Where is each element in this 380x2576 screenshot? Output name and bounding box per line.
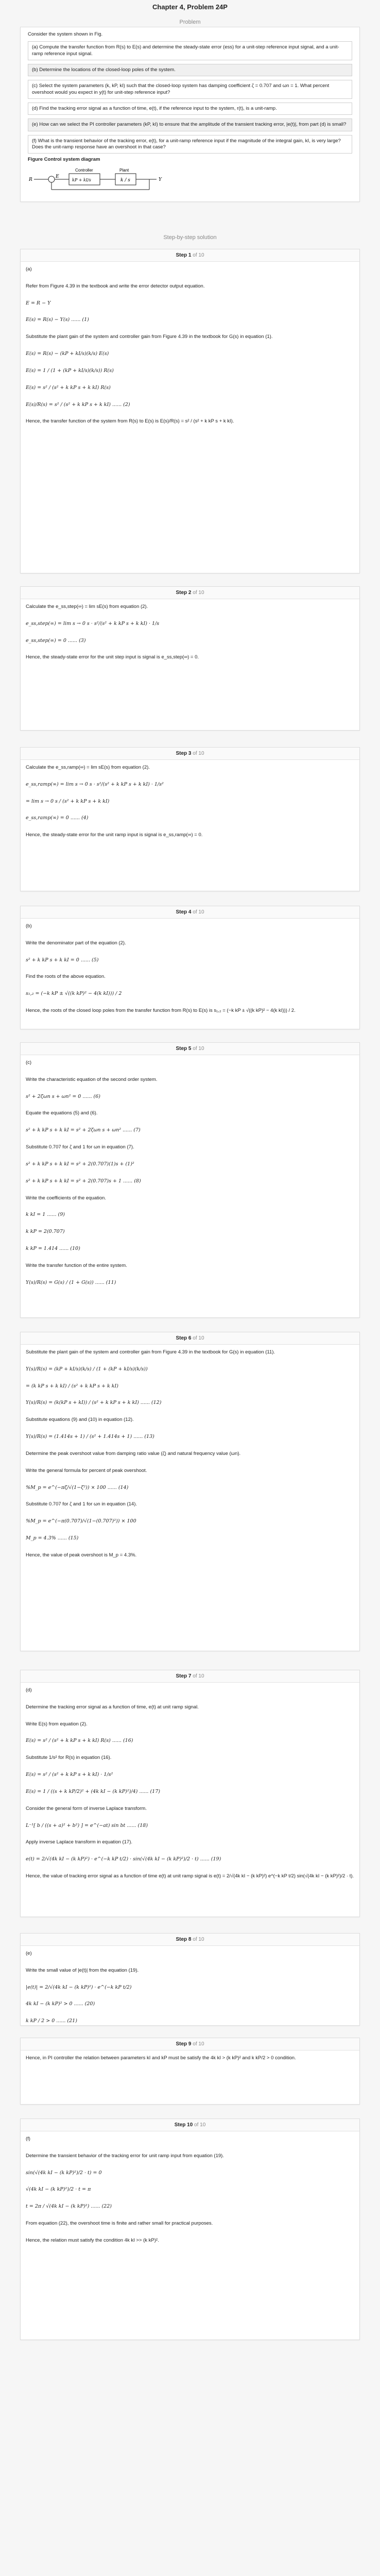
equation-line: E(s) = s² / (s² + k kP s + k kI) R(s) — [26, 384, 111, 391]
text-line: Write the denominator part of the equation (2). — [26, 940, 126, 946]
step-title — [21, 906, 359, 919]
text-line: (a) — [26, 266, 32, 272]
solution-label: Step-by-step solution — [163, 234, 217, 241]
text-line: Substitute 0.707 for ζ and 1 for ωn in equation (14). — [26, 1501, 137, 1507]
step-number: Step 6 — [176, 1335, 192, 1341]
step-number: Step 7 — [176, 1673, 192, 1679]
step-title — [21, 1043, 359, 1055]
equation-line: e_ss,ramp(∞) = 0 ...... (4) — [26, 815, 89, 821]
equation-line: E(s) = 1 / ((s + k kP/2)² + (4k kI − (k kP)²)/4) ...... (17) — [26, 1788, 160, 1794]
text-line: Write E(s) from equation (2). — [26, 1721, 88, 1727]
equation-line: e(t) = 2/√(4k kI − (k kP)²) · e^(−k kP t/2) · sin(√(4k kI − (k kP)²)/2 · t) ...... (19) — [26, 1856, 221, 1862]
text-line: Write the small value of |e(t)| from the equation (19). — [26, 1967, 139, 1973]
header — [0, 0, 380, 25]
step-number: Step 1 — [176, 252, 192, 258]
equation-line: L⁻¹[ b / ((s + a)² + b²) ] = e^(−at) sin bt ...... (18) — [26, 1822, 148, 1828]
step-of: of 10 — [193, 1335, 204, 1341]
equation-line: %M_p = e^(−π(0.707)/√(1−(0.707)²)) × 100 — [26, 1518, 136, 1524]
text-line: Determine the transient behavior of the tracking error for unit ramp input from equation (19). — [26, 2153, 224, 2159]
text-line: Write the transfer function of the entire system. — [26, 1262, 127, 1268]
step-of: of 10 — [193, 2041, 204, 2047]
step-title — [21, 587, 359, 599]
equation-line: s² + 2ζωn s + ωn² = 0 ...... (6) — [26, 1093, 100, 1099]
equation-line: E = R − Y — [26, 300, 51, 306]
step-number: Step 9 — [176, 2041, 192, 2047]
step-card — [20, 1933, 360, 2026]
text-line: Write the general formula for percent of peak overshoot. — [26, 1467, 147, 1473]
text-line: Hence, the value of peak overshoot is M_p = 4.3%. — [26, 1552, 137, 1558]
text-line: Substitute equations (9) and (10) in equation (12). — [26, 1417, 134, 1423]
text-line: Hence, the value of tracking error signal as a function of time e(t) at unit ramp signal is e(t) = 2/√(4k kI − (k kP)²) e^(−k kP t/2) sin(√(4k kI − (k kP)²)/2 · t). — [26, 1873, 354, 1879]
problem-label: Problem — [179, 19, 201, 25]
text-line: Hence, the steady-state error for the unit step input is signal is e_ss,step(∞) = 0. — [26, 654, 199, 660]
step-of: of 10 — [193, 1046, 204, 1052]
text-line: Calculate the e_ss,ramp(∞) = lim sE(s) from equation (2). — [26, 765, 150, 770]
equation-line: Y(s)/R(s) = (kP + kI/s)(k/s) / (1 + (kP + kI/s)(k/s)) — [26, 1366, 148, 1372]
step-number: Step 3 — [176, 751, 192, 756]
control-diagram — [28, 165, 198, 192]
text-line: Refer from Figure 4.39 in the textbook and write the error detector output equation. — [26, 283, 205, 289]
text-line: Write the coefficients of the equation. — [26, 1195, 106, 1201]
text-line: Substitute 1/s² for R(s) in equation (16). — [26, 1755, 112, 1761]
equation-line: t = 2π / √(4k kI − (k kP)²) ...... (22) — [26, 2204, 112, 2210]
equation-line: k kP = 1.414 ...... (10) — [26, 1245, 80, 1251]
question-card — [20, 27, 360, 202]
text-line: (e) — [26, 1951, 32, 1956]
equation-line: e_ss,step(∞) = lim s → 0 s · s²/(s² + k kP s + k kI) · 1/s — [26, 620, 160, 626]
step-card — [20, 1042, 360, 1318]
equation-line: E(s) = s² / (s² + k kP s + k kI) R(s) ...... (16) — [26, 1738, 133, 1744]
controller-label: Controller — [75, 167, 93, 173]
equation-line: = lim s → 0 s / (s² + k kP s + k kI) — [26, 798, 110, 804]
equation-line: M_p = 4.3% ...... (15) — [26, 1535, 79, 1541]
text-line: Calculate the e_ss,step(∞) = lim sE(s) from equation (2). — [26, 604, 148, 609]
text-line: Hence, the roots of the closed loop poles from the transfer function from R(s) to E(s) is s₁,₂ = (−k kP ± √((k kP)² − 4(k kI))) / 2. — [26, 1008, 296, 1014]
equation-line: √(4k kI − (k kP)²)/2 · t = π — [26, 2187, 91, 2193]
figure-title: Figure Control system diagram — [28, 157, 100, 163]
step-title — [21, 748, 359, 760]
step-number: Step 10 — [174, 2122, 193, 2128]
step-card — [20, 1670, 360, 1917]
question-part-a: (a) Compute the transfer function from R(s) to E(s) and determine the steady-state error (ess) for a unit-step reference input signal, and a unit-ramp reference input signal. — [28, 41, 352, 60]
text-line: From equation (22), the overshoot time is finite and rather small for practical purposes. — [26, 2221, 213, 2227]
text-line: (d) — [26, 1687, 32, 1693]
text-line: Substitute the plant gain of the system and controller gain from Figure 4.39 in the textbook for G(s) in equation (1). — [26, 334, 273, 340]
step-card — [20, 2038, 360, 2105]
step-card — [20, 747, 360, 891]
text-line: Apply inverse Laplace transform in equation (17). — [26, 1839, 133, 1845]
equation-line: E(s) = R(s) − (kP + kI/s)(k/s) E(s) — [26, 351, 109, 357]
step-of: of 10 — [193, 909, 204, 915]
step-number: Step 2 — [176, 590, 192, 596]
equation-line: %M_p = e^(−πζ/√(1−ζ²)) × 100 ...... (14) — [26, 1484, 129, 1490]
plant-tf: k / s — [120, 177, 130, 183]
page-title: Chapter 4, Problem 24P — [152, 3, 228, 11]
equation-line: s² + k kP s + k kI = s² + 2(0.707)s + 1 ...... (8) — [26, 1178, 141, 1184]
step-number: Step 8 — [176, 1937, 192, 1942]
step-title — [21, 249, 359, 262]
equation-line: 4k kI − (k kP)² > 0 ...... (20) — [26, 2001, 95, 2007]
text-line: Hence, in PI controller the relation between parameters kI and kP must be satisfy the 4k kI > (k kP)² and k kP/2 > 0 condition. — [26, 2055, 296, 2061]
step-number: Step 4 — [176, 909, 192, 915]
equation-line: E(s)/R(s) = s² / (s² + k kP s + k kI) ...... (2) — [26, 401, 130, 408]
diagram-e: E — [56, 174, 59, 179]
step-number: Step 5 — [176, 1046, 192, 1052]
equation-line: e_ss,ramp(∞) = lim s → 0 s · s²/(s² + k kP s + k kI) · 1/s² — [26, 781, 164, 787]
step-of: of 10 — [193, 1937, 204, 1942]
question-part-c: (c) Select the system parameters (k, kP, kI) such that the closed-loop system has damping coefficient ζ = 0.707 and ωn = 1. What percent overshoot would you expect in y(t) for unit-step reference input? — [28, 80, 352, 99]
step-of: of 10 — [193, 252, 204, 258]
text-line: Substitute 0.707 for ζ and 1 for ωn in equation (7). — [26, 1144, 134, 1150]
step-card — [20, 1332, 360, 1651]
equation-line: k kP = 2(0.707) — [26, 1229, 65, 1235]
equation-line: = (k kP s + k kI) / (s² + k kP s + k kI) — [26, 1383, 118, 1389]
text-line: Hence, the relation must satisfy the condition 4k kI >> (k kP)². — [26, 2237, 159, 2243]
step-of: of 10 — [193, 751, 204, 756]
equation-line: |e(t)| = 2/√(4k kI − (k kP)²) · e^(−k kP t/2) — [26, 1984, 132, 1990]
text-line: Find the roots of the above equation. — [26, 974, 106, 980]
question-part-f: (f) What is the transient behavior of the tracking error, e(t), for a unit-ramp reference input if the magnitude of the integral gain, kI, is very large? Does the unit-ramp response have an overshoot in that case? — [28, 135, 352, 154]
step-title — [21, 1670, 359, 1683]
step-of: of 10 — [193, 590, 204, 596]
text-line: Hence, the steady-state error for the unit ramp input is signal is e_ss,ramp(∞) = 0. — [26, 832, 203, 838]
equation-line: s₁,₂ = (−k kP ± √((k kP)² − 4(k kI))) / 2 — [26, 991, 122, 997]
question-part-b: (b) Determine the locations of the closed-loop poles of the system. — [28, 64, 352, 76]
text-line: Hence, the transfer function of the system from R(s) to E(s) is E(s)/R(s) = s² / (s² + k kP s + k kI). — [26, 418, 234, 425]
controller-tf: kP + kI/s — [72, 177, 91, 182]
equation-line: k kP / 2 > 0 ...... (21) — [26, 2018, 77, 2024]
step-title — [21, 1332, 359, 1345]
equation-line: E(s) = 1 / (1 + (kP + kI/s)(k/s)) R(s) — [26, 367, 114, 374]
equation-line: s² + k kP s + k kI = 0 ...... (5) — [26, 957, 99, 963]
text-line: Write the characteristic equation of the second order system. — [26, 1076, 158, 1082]
equation-line: Y(s)/R(s) = G(s) / (1 + G(s)) ...... (11) — [26, 1279, 116, 1285]
step-title — [21, 2119, 359, 2131]
step-card — [20, 586, 360, 731]
equation-line: E(s) = s² / (s² + k kP s + k kI) · 1/s² — [26, 1772, 113, 1778]
diagram-y: Y — [159, 177, 162, 182]
step-of: of 10 — [194, 2122, 206, 2128]
text-line: Substitute the plant gain of the system and controller gain from Figure 4.39 in the textbook for G(s) in equation (11). — [26, 1349, 275, 1355]
text-line: Determine the peak overshoot value from damping ratio value (ζ) and natural frequency value (ωn). — [26, 1450, 241, 1456]
equation-line: s² + k kP s + k kI = s² + 2(0.707)(1)s + (1)² — [26, 1161, 134, 1167]
step-card — [20, 906, 360, 1029]
plant-label: Plant — [119, 167, 129, 173]
equation-line: e_ss,step(∞) = 0 ...... (3) — [26, 637, 86, 643]
equation-line: E(s) = R(s) − Y(s) ...... (1) — [26, 317, 89, 323]
text-line: (f) — [26, 2136, 30, 2142]
text-line: Consider the general form of inverse Laplace transform. — [26, 1805, 147, 1811]
text-line: Equate the equations (5) and (6). — [26, 1110, 98, 1116]
equation-line: Y(s)/R(s) = (1.414s + 1) / (s² + 1.414s + 1) ...... (13) — [26, 1434, 154, 1440]
step-card — [20, 249, 360, 573]
equation-line: Y(s)/R(s) = (k(kP s + kI)) / (s² + k kP s + k kI) ...... (12) — [26, 1400, 162, 1406]
question-part-e: (e) How can we select the PI controller parameters (kP, kI) to ensure that the amplitude of the transient tracking error, |e(t)|, from part (d) is small? — [28, 118, 352, 131]
step-card — [20, 2119, 360, 2340]
equation-line: s² + k kP s + k kI = s² + 2ζωn s + ωn² ...... (7) — [26, 1127, 141, 1133]
equation-line: sin(√(4k kI − (k kP)²)/2 · t) = 0 — [26, 2170, 102, 2176]
text-line: (b) — [26, 923, 32, 929]
diagram-r: R — [29, 177, 32, 182]
text-line: Determine the tracking error signal as a function of time, e(t) at unit ramp signal. — [26, 1704, 199, 1710]
question-part-d: (d) Find the tracking error signal as a function of time, e(t), if the reference input to the system, r(t), is a unit-ramp. — [28, 103, 352, 115]
question-intro: Consider the system shown in Fig. — [28, 31, 103, 37]
summing-junction — [48, 176, 55, 182]
text-line: (c) — [26, 1060, 32, 1065]
step-title — [21, 1934, 359, 1946]
step-title — [21, 2038, 359, 2050]
equation-line: k kI = 1 ...... (9) — [26, 1212, 65, 1218]
step-of: of 10 — [193, 1673, 204, 1679]
